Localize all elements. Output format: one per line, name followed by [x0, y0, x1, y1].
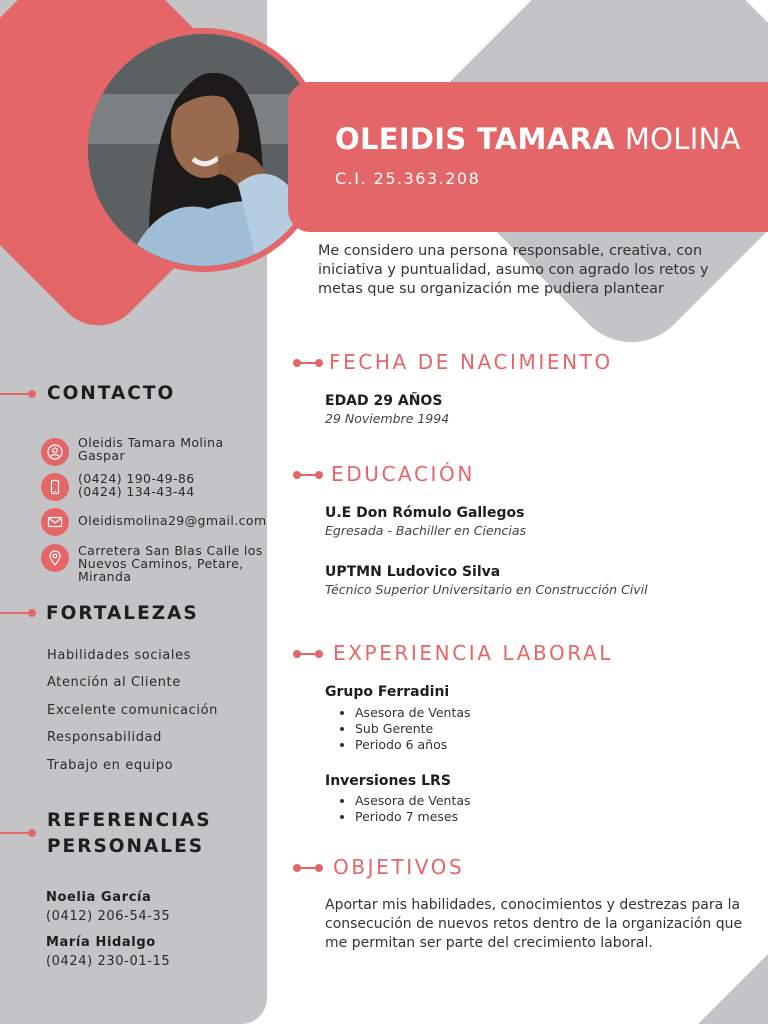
- experience-list: [325, 793, 471, 825]
- reference-phone: (0424) 230-01-15: [46, 954, 171, 969]
- heading-marker-dot: [315, 359, 323, 367]
- contact-address-line1: Carretera San Blas Calle los: [78, 543, 263, 558]
- phone-icon: [41, 473, 69, 501]
- contact-address-line2: Nuevos Caminos, Petare,: [78, 556, 244, 571]
- experience-list: [325, 705, 471, 753]
- education-school: U.E Don Rómulo Gallegos: [325, 505, 525, 521]
- id-number: C.I. 25.363.208: [335, 169, 481, 188]
- experience-company: Inversiones LRS: [325, 773, 451, 789]
- objectives-heading: OBJETIVOS: [333, 855, 465, 879]
- strengths-heading: FORTALEZAS: [46, 603, 199, 624]
- reference-name: María Hidalgo: [46, 935, 156, 950]
- list-item: • Asesora de Ventas: [355, 793, 471, 809]
- contact-name-line2: Gaspar: [78, 448, 125, 463]
- contact-phone-1: (0424) 190-49-86: [78, 471, 195, 486]
- full-name: [335, 122, 741, 156]
- heading-marker-dot: [28, 390, 36, 398]
- education-school: UPTMN Ludovico Silva: [325, 564, 501, 580]
- references-heading-line1: REFERENCIAS: [47, 810, 212, 831]
- first-name: OLEIDIS TAMARA: [335, 122, 615, 156]
- birth-heading: FECHA DE NACIMIENTO: [329, 350, 613, 374]
- education-degree: Técnico Superior Universitario en Construcción Civil: [325, 582, 648, 597]
- education-degree: Egresada - Bachiller en Ciencias: [325, 523, 527, 538]
- references-heading-line2: PERSONALES: [47, 836, 205, 857]
- contact-phone-2: (0424) 134-43-44: [78, 484, 195, 499]
- last-name: MOLINA: [624, 122, 741, 156]
- experience-heading: EXPERIENCIA LABORAL: [333, 641, 614, 665]
- references-heading: [47, 808, 212, 860]
- strength-item: Atención al Cliente: [47, 675, 181, 690]
- strength-item: Trabajo en equipo: [47, 758, 174, 773]
- heading-marker-dot: [315, 650, 323, 658]
- heading-marker-dot: [315, 864, 323, 872]
- list-item: • Periodo 7 meses: [355, 809, 471, 825]
- email-icon: [41, 508, 69, 536]
- contact-email[interactable]: Oleidismolina29@gmail.com: [78, 513, 267, 528]
- education-heading: EDUCACIÓN: [331, 462, 475, 486]
- strength-item: Responsabilidad: [47, 730, 162, 745]
- heading-marker-dot: [315, 471, 323, 479]
- contact-name: [78, 436, 224, 462]
- list-item: • Asesora de Ventas: [355, 705, 471, 721]
- contact-heading: CONTACTO: [47, 383, 176, 404]
- profile-photo: [88, 34, 320, 266]
- list-item: • Periodo 6 años: [355, 737, 471, 753]
- decorative-corner: [698, 954, 768, 1024]
- contact-name-line1: Oleidis Tamara Molina: [78, 435, 224, 450]
- reference-phone: (0412) 206-54-35: [46, 909, 171, 924]
- experience-company: Grupo Ferradini: [325, 684, 450, 700]
- name-banner: [288, 82, 768, 232]
- profile-summary: Me considero una persona responsable, creativa, con iniciativa y puntualidad, asumo con agrado los retos y metas que su organización me pudiera plantear: [318, 243, 709, 297]
- contact-address: [78, 544, 263, 583]
- location-icon: [41, 544, 69, 572]
- user-icon: [41, 438, 69, 466]
- reference-name: Noelia García: [46, 890, 152, 905]
- heading-marker-dot: [28, 609, 36, 617]
- objectives-text: Aportar mis habilidades, conocimientos y destrezas para la consecución de nuevos retos dentro de la organización que me permitan ser parte del crecimiento laboral.: [325, 897, 743, 951]
- contact-phones: [78, 472, 195, 498]
- strength-item: Habilidades sociales: [47, 648, 192, 663]
- age: EDAD 29 AÑOS: [325, 393, 443, 409]
- list-item: • Sub Gerente: [355, 721, 471, 737]
- birth-date: 29 Noviembre 1994: [325, 411, 450, 426]
- contact-address-line3: Miranda: [78, 569, 132, 584]
- heading-marker-dot: [28, 829, 36, 837]
- strength-item: Excelente comunicación: [47, 703, 219, 718]
